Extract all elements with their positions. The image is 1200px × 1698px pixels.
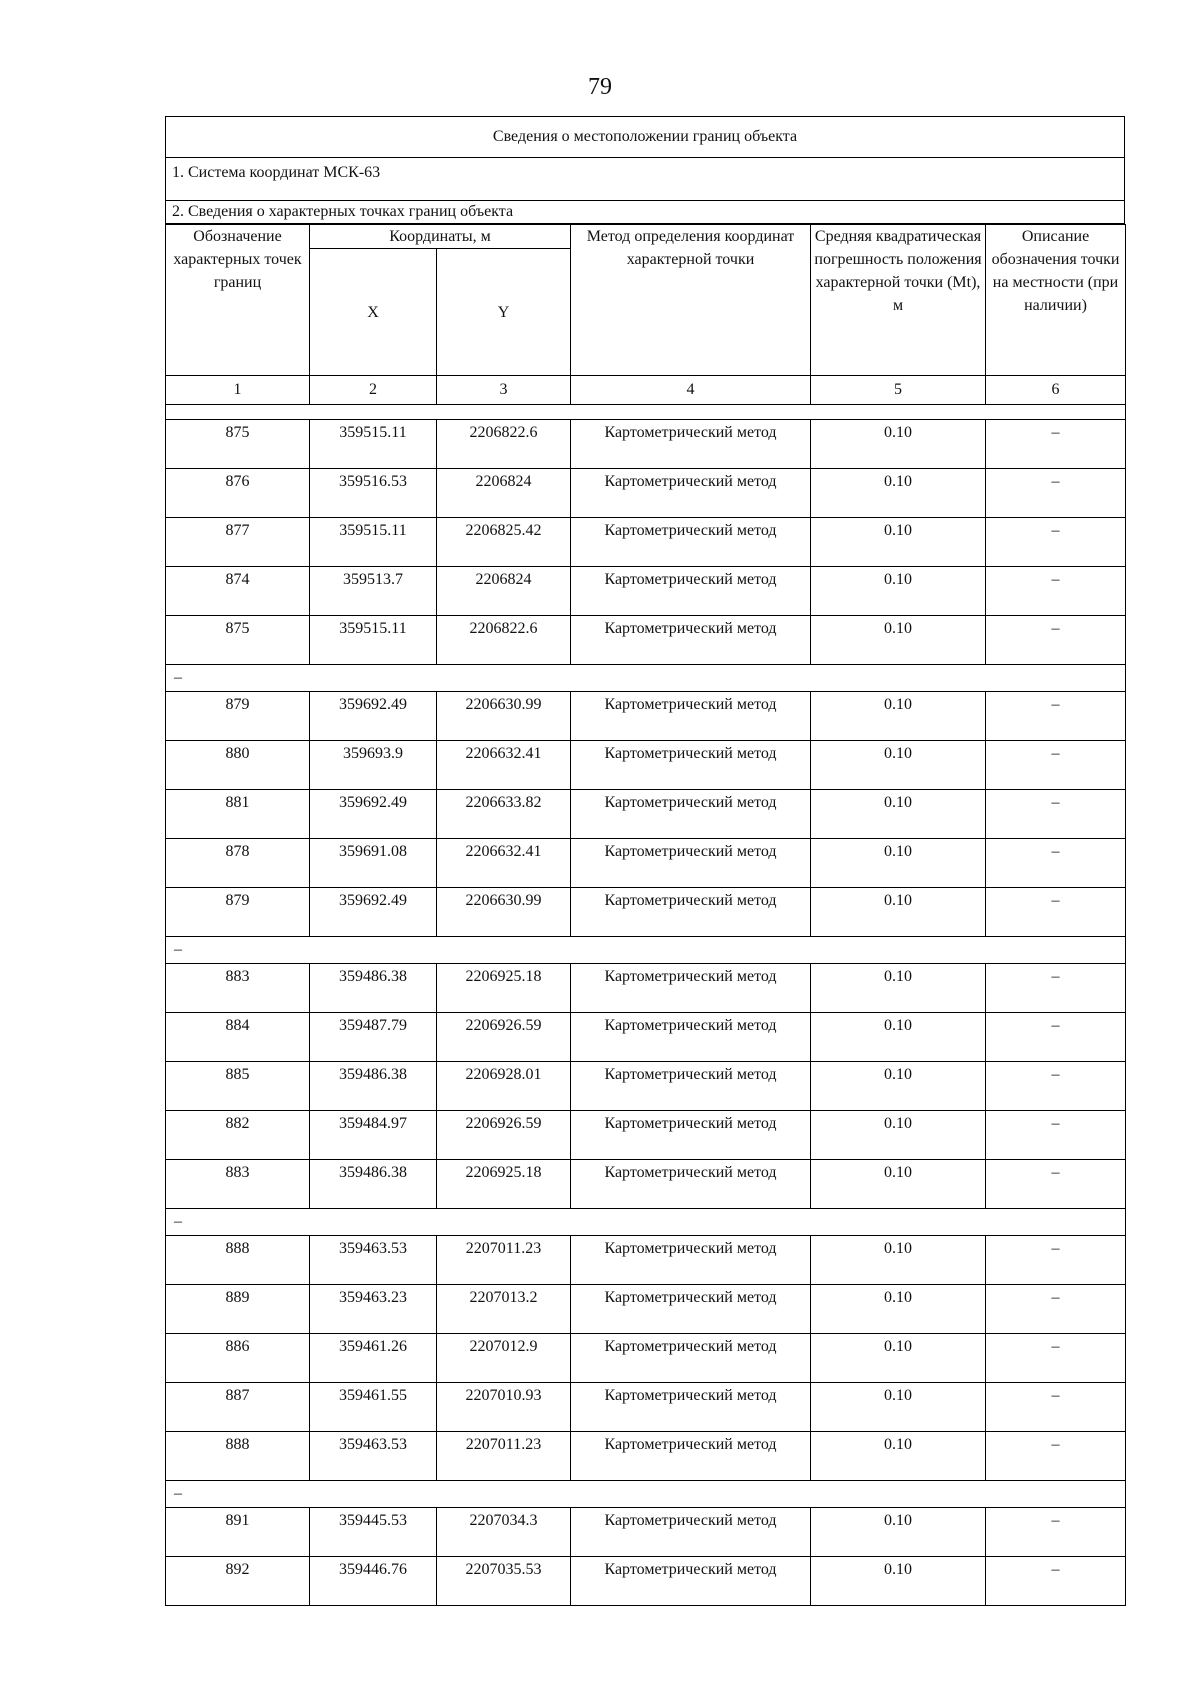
method-cell: Картометрический метод (571, 567, 811, 616)
description-cell: – (986, 1285, 1126, 1334)
contour-separator-row (166, 1481, 1126, 1508)
x-cell: 359692.49 (310, 692, 437, 741)
table-title: Сведения о местоположении границ объекта (165, 116, 1125, 158)
point-cell: 875 (166, 616, 310, 665)
error-cell: 0.10 (811, 1432, 986, 1481)
points-section-heading: 2. Сведения о характерных точках границ объекта (165, 201, 1125, 224)
x-cell: 359693.9 (310, 741, 437, 790)
description-cell: – (986, 1160, 1126, 1209)
point-cell: 880 (166, 741, 310, 790)
table-row (166, 1432, 1126, 1481)
error-cell: 0.10 (811, 518, 986, 567)
point-cell: 881 (166, 790, 310, 839)
table-row (166, 567, 1126, 616)
error-cell: 0.10 (811, 1111, 986, 1160)
header-error: Средняя квадратическая погрешность положения характерной точки (Mt), м (811, 225, 986, 376)
point-cell: 878 (166, 839, 310, 888)
header-method: Метод определения координат характерной точки (571, 225, 811, 376)
method-cell: Картометрический метод (571, 1285, 811, 1334)
point-cell: 874 (166, 567, 310, 616)
y-cell: 2206926.59 (437, 1013, 571, 1062)
description-cell: – (986, 1111, 1126, 1160)
method-cell: Картометрический метод (571, 1557, 811, 1606)
point-cell: 879 (166, 692, 310, 741)
x-cell: 359463.53 (310, 1432, 437, 1481)
method-cell: Картометрический метод (571, 420, 811, 469)
description-cell: – (986, 1508, 1126, 1557)
description-cell: – (986, 839, 1126, 888)
contour-separator-row (166, 1209, 1126, 1236)
description-cell: – (986, 616, 1126, 665)
header-description: Описание обозначения точки на местности (при наличии) (986, 225, 1126, 376)
method-cell: Картометрический метод (571, 1432, 811, 1481)
description-cell: – (986, 1013, 1126, 1062)
x-cell: 359515.11 (310, 616, 437, 665)
method-cell: Картометрический метод (571, 1334, 811, 1383)
error-cell: 0.10 (811, 616, 986, 665)
y-cell: 2206825.42 (437, 518, 571, 567)
contour-separator-row (166, 665, 1126, 692)
y-cell: 2207013.2 (437, 1285, 571, 1334)
method-cell: Картометрический метод (571, 692, 811, 741)
error-cell: 0.10 (811, 790, 986, 839)
method-cell: Картометрический метод (571, 518, 811, 567)
error-cell: 0.10 (811, 1160, 986, 1209)
contour-separator-row (166, 937, 1126, 964)
method-cell: Картометрический метод (571, 1062, 811, 1111)
x-cell: 359516.53 (310, 469, 437, 518)
error-cell: 0.10 (811, 741, 986, 790)
point-cell: 884 (166, 1013, 310, 1062)
description-cell: – (986, 888, 1126, 937)
header-designation: Обозначение характерных точек границ (166, 225, 310, 376)
point-cell: 883 (166, 964, 310, 1013)
table-row (166, 1236, 1126, 1285)
description-cell: – (986, 964, 1126, 1013)
table-row (166, 888, 1126, 937)
method-cell: Картометрический метод (571, 790, 811, 839)
contour-separator: – (166, 937, 1126, 964)
x-cell: 359692.49 (310, 888, 437, 937)
point-cell: 876 (166, 469, 310, 518)
description-cell: – (986, 790, 1126, 839)
column-index: 2 (310, 376, 437, 405)
x-cell: 359461.55 (310, 1383, 437, 1432)
point-cell: 879 (166, 888, 310, 937)
column-index: 4 (571, 376, 811, 405)
method-cell: Картометрический метод (571, 1111, 811, 1160)
table-row (166, 741, 1126, 790)
error-cell: 0.10 (811, 692, 986, 741)
method-cell: Картометрический метод (571, 469, 811, 518)
error-cell: 0.10 (811, 1508, 986, 1557)
point-cell: 886 (166, 1334, 310, 1383)
point-cell: 875 (166, 420, 310, 469)
y-cell: 2206928.01 (437, 1062, 571, 1111)
description-cell: – (986, 420, 1126, 469)
point-cell: 891 (166, 1508, 310, 1557)
x-cell: 359515.11 (310, 420, 437, 469)
y-cell: 2206822.6 (437, 420, 571, 469)
description-cell: – (986, 1236, 1126, 1285)
method-cell: Картометрический метод (571, 839, 811, 888)
description-cell: – (986, 1062, 1126, 1111)
column-index: 3 (437, 376, 571, 405)
y-cell: 2206926.59 (437, 1111, 571, 1160)
y-cell: 2206633.82 (437, 790, 571, 839)
method-cell: Картометрический метод (571, 888, 811, 937)
error-cell: 0.10 (811, 1062, 986, 1111)
description-cell: – (986, 1383, 1126, 1432)
spacer-row (166, 405, 1126, 420)
table-header-row (166, 225, 1126, 249)
header-coordinates: Координаты, м (310, 225, 571, 249)
y-cell: 2207012.9 (437, 1334, 571, 1383)
x-cell: 359691.08 (310, 839, 437, 888)
error-cell: 0.10 (811, 1334, 986, 1383)
boundary-points-table (165, 224, 1126, 1606)
y-cell: 2206632.41 (437, 741, 571, 790)
method-cell: Картометрический метод (571, 1160, 811, 1209)
table-row (166, 692, 1126, 741)
error-cell: 0.10 (811, 1236, 986, 1285)
table-row (166, 518, 1126, 567)
x-cell: 359487.79 (310, 1013, 437, 1062)
table-row (166, 839, 1126, 888)
table-row (166, 1334, 1126, 1383)
table-row (166, 1285, 1126, 1334)
method-cell: Картометрический метод (571, 1013, 811, 1062)
error-cell: 0.10 (811, 1557, 986, 1606)
error-cell: 0.10 (811, 964, 986, 1013)
description-cell: – (986, 1432, 1126, 1481)
coordinate-system-row: 1. Система координат МСК-63 (165, 158, 1125, 201)
x-cell: 359461.26 (310, 1334, 437, 1383)
description-cell: – (986, 1557, 1126, 1606)
y-cell: 2206630.99 (437, 692, 571, 741)
column-index: 5 (811, 376, 986, 405)
y-cell: 2206632.41 (437, 839, 571, 888)
error-cell: 0.10 (811, 1383, 986, 1432)
column-index: 6 (986, 376, 1126, 405)
column-index: 1 (166, 376, 310, 405)
y-cell: 2207011.23 (437, 1432, 571, 1481)
point-cell: 888 (166, 1236, 310, 1285)
header-x: X (310, 249, 437, 376)
y-cell: 2206630.99 (437, 888, 571, 937)
table-row (166, 1508, 1126, 1557)
x-cell: 359486.38 (310, 1062, 437, 1111)
y-cell: 2206925.18 (437, 964, 571, 1013)
page-number: 79 (588, 74, 612, 100)
y-cell: 2206824 (437, 469, 571, 518)
table-row (166, 469, 1126, 518)
y-cell: 2206925.18 (437, 1160, 571, 1209)
point-cell: 892 (166, 1557, 310, 1606)
error-cell: 0.10 (811, 1013, 986, 1062)
x-cell: 359515.11 (310, 518, 437, 567)
error-cell: 0.10 (811, 1285, 986, 1334)
contour-separator: – (166, 1209, 1126, 1236)
x-cell: 359463.53 (310, 1236, 437, 1285)
table-row (166, 964, 1126, 1013)
method-cell: Картометрический метод (571, 1508, 811, 1557)
point-cell: 877 (166, 518, 310, 567)
point-cell: 887 (166, 1383, 310, 1432)
point-cell: 888 (166, 1432, 310, 1481)
y-cell: 2207010.93 (437, 1383, 571, 1432)
method-cell: Картометрический метод (571, 964, 811, 1013)
method-cell: Картометрический метод (571, 741, 811, 790)
y-cell: 2206824 (437, 567, 571, 616)
point-cell: 889 (166, 1285, 310, 1334)
table-row (166, 1111, 1126, 1160)
error-cell: 0.10 (811, 567, 986, 616)
x-cell: 359446.76 (310, 1557, 437, 1606)
document-table-container (165, 116, 1125, 1606)
y-cell: 2207034.3 (437, 1508, 571, 1557)
description-cell: – (986, 692, 1126, 741)
method-cell: Картометрический метод (571, 1236, 811, 1285)
description-cell: – (986, 741, 1126, 790)
contour-separator: – (166, 665, 1126, 692)
method-cell: Картометрический метод (571, 616, 811, 665)
description-cell: – (986, 567, 1126, 616)
x-cell: 359484.97 (310, 1111, 437, 1160)
table-row (166, 1013, 1126, 1062)
table-row (166, 1383, 1126, 1432)
contour-separator: – (166, 1481, 1126, 1508)
point-cell: 885 (166, 1062, 310, 1111)
table-row (166, 1062, 1126, 1111)
y-cell: 2206822.6 (437, 616, 571, 665)
error-cell: 0.10 (811, 839, 986, 888)
table-row (166, 1557, 1126, 1606)
column-index-row (166, 376, 1126, 405)
header-y: Y (437, 249, 571, 376)
error-cell: 0.10 (811, 469, 986, 518)
error-cell: 0.10 (811, 888, 986, 937)
x-cell: 359486.38 (310, 964, 437, 1013)
table-row (166, 420, 1126, 469)
x-cell: 359486.38 (310, 1160, 437, 1209)
description-cell: – (986, 469, 1126, 518)
method-cell: Картометрический метод (571, 1383, 811, 1432)
table-row (166, 616, 1126, 665)
y-cell: 2207035.53 (437, 1557, 571, 1606)
point-cell: 883 (166, 1160, 310, 1209)
table-row (166, 790, 1126, 839)
x-cell: 359445.53 (310, 1508, 437, 1557)
table-row (166, 1160, 1126, 1209)
description-cell: – (986, 518, 1126, 567)
description-cell: – (986, 1334, 1126, 1383)
y-cell: 2207011.23 (437, 1236, 571, 1285)
x-cell: 359463.23 (310, 1285, 437, 1334)
error-cell: 0.10 (811, 420, 986, 469)
point-cell: 882 (166, 1111, 310, 1160)
x-cell: 359513.7 (310, 567, 437, 616)
x-cell: 359692.49 (310, 790, 437, 839)
